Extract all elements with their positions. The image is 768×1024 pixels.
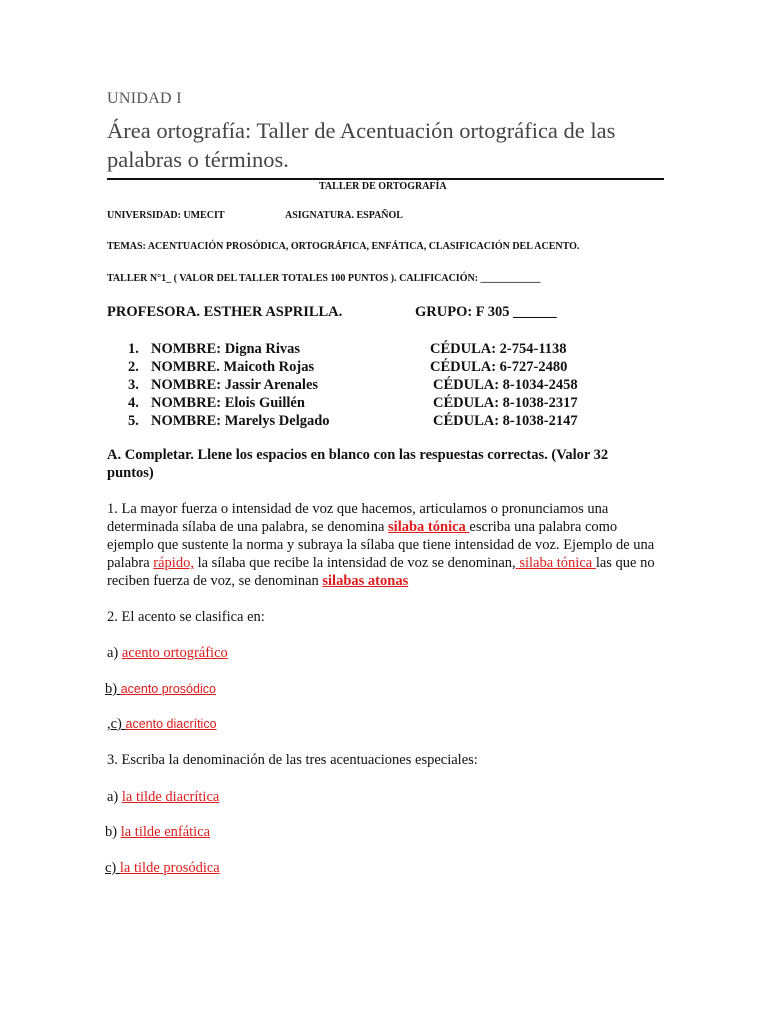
list-item [128, 394, 608, 412]
q1-answer-1: silaba tónica [388, 519, 470, 535]
q2-a-label: a) [107, 645, 122, 661]
q1-text-1: 1. La mayor fuerza o intensidad de voz que hacemos, articulamos o pronunciamos una determinada sílaba de una palabra, se denomina [107, 501, 609, 535]
q1-text-2: escriba una palabra como ejemplo que sustente la norma y subraya la sílaba que tiene intensidad de voz. Ejemplo de una palabra [107, 519, 655, 571]
q3-b-label: b) [105, 824, 121, 840]
member-cedula: CÉDULA: 8-1034-2458 [433, 377, 578, 393]
universidad-label: UNIVERSIDAD: UMECIT [107, 210, 225, 221]
taller-heading: TALLER DE ORTOGRAFÍA [319, 181, 447, 192]
profesora-label: PROFESORA. ESTHER ASPRILLA. [107, 304, 343, 320]
question-3-prompt: 3. Escriba la denominación de las tres acentuaciones especiales: [107, 752, 478, 768]
list-item [128, 340, 608, 358]
member-cedula: CÉDULA: 8-1038-2317 [433, 395, 578, 411]
members-list [128, 340, 608, 430]
list-item [128, 358, 608, 376]
member-number: 1. [128, 341, 139, 357]
section-a-heading-line1: A. Completar. Llene los espacios en blanco con las respuestas correctas. (Valor 32 [107, 447, 609, 463]
member-number: 2. [128, 359, 139, 375]
q2-option-c [107, 716, 217, 733]
member-cedula: CÉDULA: 6-727-2480 [430, 359, 568, 375]
section-a-heading-line2: puntos) [107, 465, 154, 481]
member-number: 4. [128, 395, 139, 411]
q1-text-3: la sílaba que recibe la intensidad de voz se denominan, [193, 555, 516, 571]
asignatura-label: ASIGNATURA. ESPAÑOL [285, 210, 403, 221]
member-name: NOMBRE: Digna Rivas [151, 341, 301, 357]
member-name: NOMBRE: Marelys Delgado [151, 413, 330, 429]
member-name: NOMBRE: Elois Guillén [151, 395, 305, 411]
question-2-prompt: 2. El acento se clasifica en: [107, 609, 265, 625]
q3-a-answer: la tilde diacrítica [121, 789, 220, 805]
q2-b-label: b) [105, 681, 121, 697]
q2-c-label: ,c) [107, 716, 126, 732]
q3-c-answer: la tilde prosódica [119, 860, 220, 876]
member-name: NOMBRE: Jassir Arenales [151, 377, 319, 393]
q2-option-a [107, 645, 228, 662]
grupo-label: GRUPO: F 305 ______ [415, 304, 557, 320]
question-1 [107, 500, 667, 590]
q3-option-a [107, 789, 219, 806]
q1-answer-4: silabas atonas [322, 573, 409, 589]
q2-b-answer: acento prosódico [120, 682, 216, 696]
temas-line: TEMAS: ACENTUACIÓN PROSÓDICA, ORTOGRÁFICA, ENFÁTICA, CLASIFICACIÓN DEL ACENTO. [107, 241, 580, 252]
q2-option-b [105, 681, 216, 698]
member-number: 5. [128, 413, 139, 429]
q3-b-answer: la tilde enfática [120, 824, 211, 840]
q3-option-b [105, 824, 210, 841]
q1-text-4: las que no reciben fuerza de voz, se denominan [107, 555, 655, 589]
q2-a-answer: acento ortográfico [121, 645, 228, 661]
member-name: NOMBRE. Maicoth Rojas [151, 359, 315, 375]
q1-answer-2: rápido, [153, 555, 194, 571]
member-cedula: CÉDULA: 2-754-1138 [430, 341, 567, 357]
q3-c-label: c) [105, 860, 120, 876]
list-item [128, 376, 608, 394]
member-cedula: CÉDULA: 8-1038-2147 [433, 413, 578, 429]
member-number: 3. [128, 377, 139, 393]
list-item [128, 412, 608, 430]
q3-option-c [105, 860, 220, 877]
page-title: Área ortografía: Taller de Acentuación ortográfica de las palabras o términos. [107, 118, 616, 172]
taller-number-line: TALLER N°1_ ( VALOR DEL TALLER TOTALES 100 PUNTOS ). CALIFICACIÓN: ____________ [107, 273, 541, 284]
q3-a-label: a) [107, 789, 122, 805]
q1-answer-3: silaba tónica [515, 555, 596, 571]
title-divider [107, 178, 664, 180]
q2-c-answer: acento diacrítico [125, 717, 217, 731]
unit-label: UNIDAD I [107, 90, 182, 107]
